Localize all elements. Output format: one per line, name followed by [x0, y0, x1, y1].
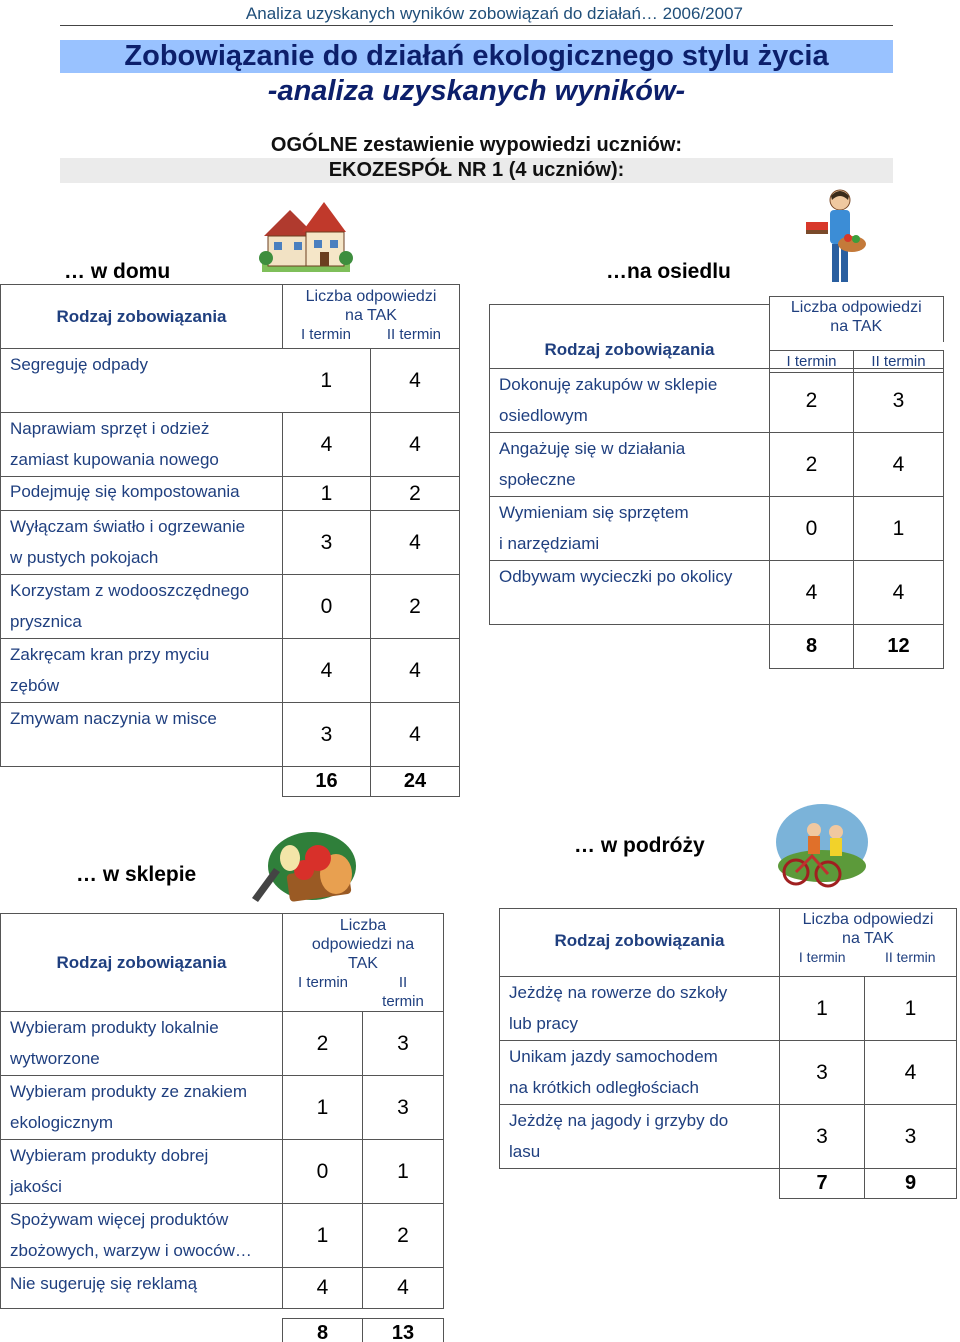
column-header-term2: II termin: [386, 326, 442, 343]
table-row: [1, 477, 460, 511]
column-header-tak-line3: TAK: [348, 955, 378, 972]
row-label: Wymieniam się sprzętem: [499, 503, 689, 522]
column-header-tak-line2: na TAK: [842, 930, 894, 947]
value-term2: 2: [371, 575, 460, 639]
sum-term2: 9: [865, 1169, 957, 1199]
sum-term1: 7: [780, 1169, 865, 1199]
value-term2: 2: [371, 477, 460, 511]
row-label-cont: zbożowych, warzyw i owoców…: [10, 1241, 252, 1260]
row-label-cont: jakości: [10, 1177, 62, 1196]
value-term1: 3: [780, 1105, 865, 1169]
column-header-type: Rodzaj zobowiązania: [490, 305, 770, 369]
value-term2: 4: [371, 413, 460, 477]
value-term2: 4: [865, 1041, 957, 1105]
row-label: Segreguję odpady: [10, 355, 149, 374]
table-row: [1, 511, 460, 575]
column-header-tak: [780, 909, 957, 977]
row-label: Spożywam więcej produktów: [10, 1210, 229, 1229]
column-header-type: Rodzaj zobowiązania: [1, 285, 283, 349]
sum-row: [770, 625, 944, 669]
value-term2: 4: [371, 703, 460, 767]
row-label: Nie sugeruję się reklamą: [10, 1274, 198, 1293]
house-clipart-icon: [254, 196, 356, 276]
table-row: [1, 413, 460, 477]
column-header-type: Rodzaj zobowiązania: [500, 909, 780, 977]
sum-term2: 13: [363, 1319, 444, 1342]
column-header-term1: I termin: [297, 974, 348, 991]
column-header-term2: II termin: [854, 351, 944, 373]
estate-sum: [769, 624, 944, 669]
table-row: [500, 1041, 957, 1105]
page-title: Zobowiązanie do działań ekologicznego stylu życia: [124, 40, 829, 72]
value-term2: 4: [371, 639, 460, 703]
row-label-cont: prysznica: [10, 612, 82, 631]
row-label-cont: lub pracy: [509, 1014, 578, 1033]
row-label-cont: społeczne: [499, 470, 576, 489]
value-term2: 1: [854, 497, 944, 561]
row-label: Korzystam z wodooszczędnego: [10, 581, 250, 600]
row-label: Angażuję się w działania: [499, 439, 686, 458]
value-term2: 1: [865, 977, 957, 1041]
column-header-type: Rodzaj zobowiązania: [1, 914, 283, 1012]
value-term1: 1: [283, 1076, 363, 1140]
value-term1: 2: [770, 369, 854, 433]
shop-table: [0, 913, 444, 1342]
row-label: Unikam jazdy samochodem: [509, 1047, 718, 1066]
value-term1: 1: [283, 349, 371, 413]
section-title-estate: …na osiedlu: [606, 260, 731, 283]
sum-row: [1, 1319, 444, 1342]
table-row: [1, 1012, 444, 1076]
value-term2: 3: [854, 369, 944, 433]
row-label-cont: i narzędziami: [499, 534, 600, 553]
value-term2: 3: [363, 1012, 444, 1076]
table-row: [1, 575, 460, 639]
travel-table: [499, 908, 957, 1199]
value-term2: 4: [371, 349, 460, 413]
table-row: [1, 1076, 444, 1140]
row-label: Zakręcam kran przy myciu: [10, 645, 210, 664]
column-header-tak-line2: na TAK: [345, 307, 397, 324]
value-term2: 2: [363, 1204, 444, 1268]
table-row: [500, 977, 957, 1041]
value-term1: 0: [770, 497, 854, 561]
table-row: [1, 349, 460, 413]
section-title-travel: … w podróży: [574, 834, 705, 857]
value-term2: 1: [363, 1140, 444, 1204]
column-header-term1: I termin: [300, 326, 351, 343]
column-header-tak-line1: Liczba odpowiedzi: [305, 288, 437, 305]
row-label-cont: wytworzone: [10, 1049, 100, 1068]
row-label-cont: osiedlowym: [499, 405, 588, 425]
table-row: [1, 1268, 444, 1309]
column-header-tak: [283, 285, 460, 349]
sum-term2: 24: [371, 767, 460, 797]
value-term2: 3: [865, 1105, 957, 1169]
table-row: [1, 703, 460, 767]
column-header-term2-cont: termin: [382, 993, 424, 1010]
table-row: [490, 497, 944, 561]
table-row: [1, 1140, 444, 1204]
value-term1: 0: [283, 1140, 363, 1204]
column-header-term1: I termin: [770, 351, 854, 373]
cyclists-clipart-icon: [770, 802, 870, 890]
page-title-subline: -analiza uzyskanych wyników-: [267, 75, 686, 107]
value-term1: 2: [770, 433, 854, 497]
table-row: [490, 369, 944, 433]
sum-row: [1, 767, 460, 797]
summary-heading: OGÓLNE zestawienie wypowiedzi uczniów:: [270, 134, 683, 156]
row-label-cont: na krótkich odległościach: [509, 1078, 699, 1097]
table-row: [500, 1105, 957, 1169]
table-row: [1, 639, 460, 703]
value-term2: 3: [363, 1076, 444, 1140]
home-table: [0, 284, 460, 797]
shopper-clipart-icon: [804, 186, 870, 292]
column-header-tak-line1: Liczba odpowiedzi: [790, 298, 922, 316]
column-header-tak-line1: Liczba: [339, 917, 387, 934]
row-label-cont: zębów: [10, 676, 60, 695]
row-label-cont: zamiast kupowania nowego: [10, 450, 219, 469]
sum-term1: 8: [770, 625, 854, 669]
row-label: Wybieram produkty dobrej: [10, 1146, 209, 1165]
section-title-shop: … w sklepie: [76, 863, 197, 886]
value-term1: 3: [283, 511, 371, 575]
value-term1: 2: [283, 1012, 363, 1076]
row-label-cont: lasu: [509, 1142, 541, 1161]
table-row: [490, 561, 944, 625]
value-term1: 0: [283, 575, 371, 639]
column-header-term2: II termin: [884, 949, 936, 965]
table-row: [490, 433, 944, 497]
sum-term1: 8: [283, 1319, 363, 1342]
value-term1: 1: [283, 1204, 363, 1268]
row-label: Naprawiam sprzęt i odzież: [10, 419, 210, 438]
row-label: Jeżdżę na jagody i grzyby do: [509, 1111, 729, 1130]
value-term1: 4: [283, 413, 371, 477]
value-term1: 4: [283, 1268, 363, 1309]
value-term1: 4: [770, 561, 854, 625]
value-term1: 1: [283, 477, 371, 511]
column-header-tak-line2: na TAK: [830, 317, 883, 335]
row-label: Dokonuję zakupów w sklepie: [499, 374, 718, 394]
running-header: [60, 0, 893, 26]
vegetables-clipart-icon: [248, 822, 360, 904]
row-label-cont: w pustych pokojach: [10, 548, 159, 567]
section-title-home: … w domu: [64, 260, 171, 283]
table-row: [1, 1204, 444, 1268]
value-term2: 4: [854, 561, 944, 625]
value-term1: 3: [780, 1041, 865, 1105]
row-label-cont: ekologicznym: [10, 1113, 113, 1132]
column-header-term1: I termin: [798, 949, 846, 965]
row-label: Odbywam wycieczki po okolicy: [499, 567, 733, 586]
running-header-text: Analiza uzyskanych wyników zobowiązań do działań… 2006/2007: [245, 4, 743, 23]
row-label: Zmywam naczynia w misce: [10, 709, 217, 728]
row-label: Podejmuję się kompostowania: [10, 482, 240, 501]
value-term2: 4: [854, 433, 944, 497]
column-header-tak: [283, 914, 444, 1012]
value-term2: 4: [371, 511, 460, 575]
sum-row: [500, 1169, 957, 1199]
value-term1: 3: [283, 703, 371, 767]
column-header-tak-line1: Liczba odpowiedzi: [802, 911, 934, 928]
row-label: Wyłączam światło i ogrzewanie: [10, 517, 246, 536]
column-header-tak-line2: odpowiedzi na: [311, 936, 415, 953]
value-term1: 1: [780, 977, 865, 1041]
row-label: Wybieram produkty lokalnie: [10, 1018, 219, 1037]
team-heading: EKOZESPÓŁ NR 1 (4 uczniów):: [328, 159, 625, 181]
column-header-term2: II: [398, 974, 408, 991]
value-term2: 4: [363, 1268, 444, 1309]
row-label: Wybieram produkty ze znakiem: [10, 1082, 247, 1101]
row-label: Jeżdżę na rowerze do szkoły: [509, 983, 728, 1002]
estate-body: [489, 368, 944, 625]
sum-term1: 16: [283, 767, 371, 797]
value-term1: 4: [283, 639, 371, 703]
sum-term2: 12: [854, 625, 944, 669]
